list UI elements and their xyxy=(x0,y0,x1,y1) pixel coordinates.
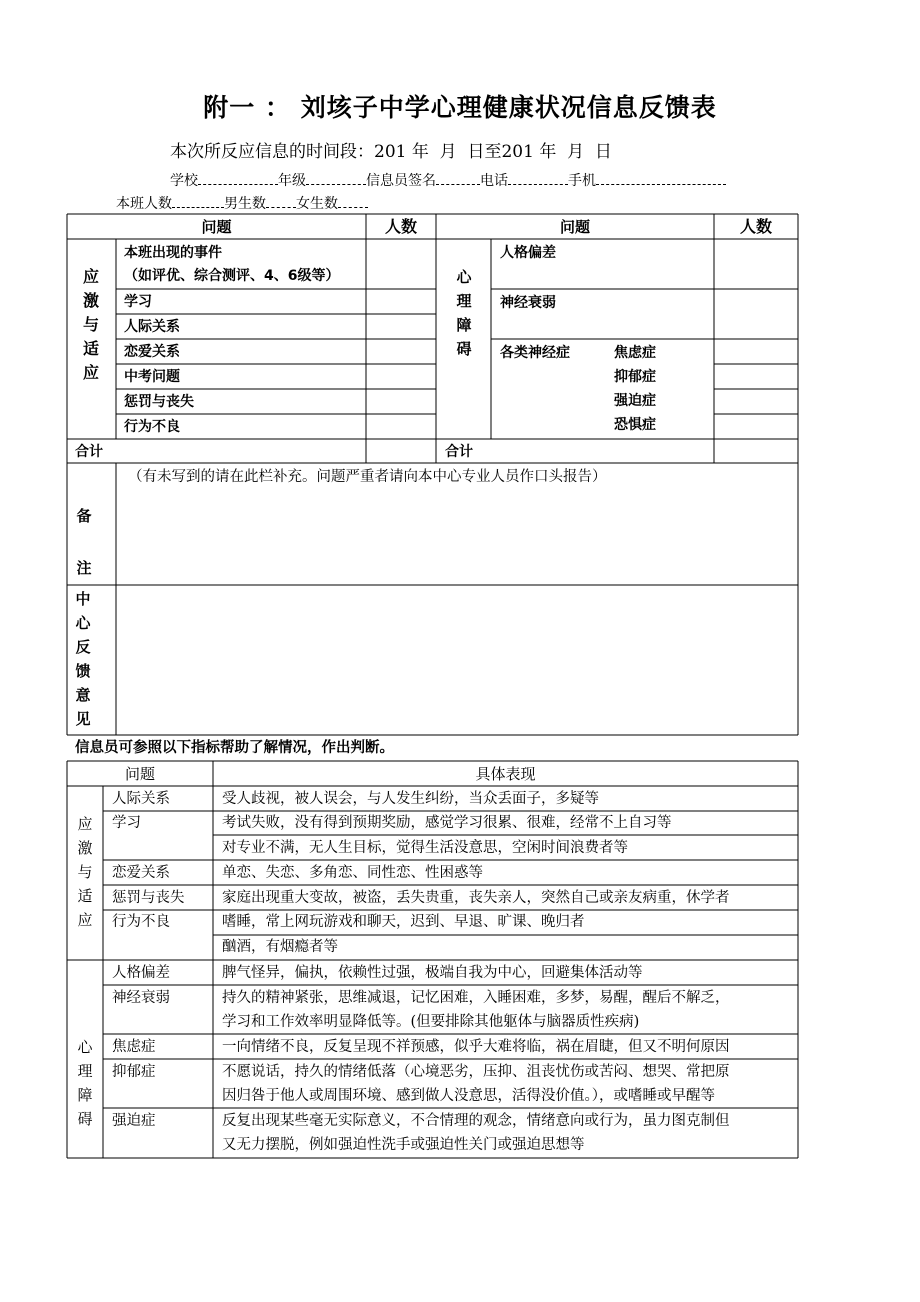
total-right: 合计 xyxy=(445,444,473,460)
guide-row-detail: 脾气怪异，偏执，依赖性过强，极端自我为中心，回避集体活动等 xyxy=(222,965,643,981)
item-anxiety: 焦虑症 xyxy=(614,345,656,361)
period-line: 本次所反应信息的时间段：201 年 月 日至201 年 月 日 xyxy=(170,142,612,162)
item-ocd: 强迫症 xyxy=(614,393,656,409)
guide-row-detail: 一向情绪不良，反复呈现不祥预感，似乎大难将临，祸在眉睫，但又不明何原因 xyxy=(222,1039,730,1055)
guide-row-name: 学习 xyxy=(112,815,141,831)
guide-group-disorder: 心 理 障 碍 xyxy=(77,1038,93,1128)
feedback-label: 中 心 反 馈 意 见 xyxy=(75,590,91,728)
item-neurasthenia: 神经衰弱 xyxy=(500,295,556,311)
guide-intro: 信息员可参照以下指标帮助了解情况，作出判断。 xyxy=(75,740,394,756)
item-events-note: （如评优、综合测评、4、6级等） xyxy=(124,268,340,284)
item-behavior: 行为不良 xyxy=(124,419,180,435)
header-count-left: 人数 xyxy=(384,217,417,236)
guide-row-name: 人格偏差 xyxy=(112,965,170,981)
header-problem-right: 问题 xyxy=(559,218,590,236)
item-phobia: 恐惧症 xyxy=(614,417,656,433)
field-class-size-label: 本班人数 xyxy=(116,196,172,212)
guide-row-name: 恋爱关系 xyxy=(112,865,170,881)
item-relations: 人际关系 xyxy=(124,319,180,335)
total-left: 合计 xyxy=(75,444,103,460)
guide-row-name: 行为不良 xyxy=(112,914,170,930)
guide-row-detail: 不愿说话，持久的情绪低落（心境恶劣，压抑、沮丧忧伤或苦闷、想哭、常把原 xyxy=(222,1064,730,1080)
item-romance: 恋爱关系 xyxy=(124,344,180,360)
item-depression: 抑郁症 xyxy=(614,369,656,385)
field-signature-label: 信息员签名 xyxy=(366,173,436,189)
guide-row-detail: 受人歧视，被人误会，与人发生纠纷，当众丢面子，多疑等 xyxy=(222,791,599,807)
item-study: 学习 xyxy=(124,294,152,310)
guide-row-detail: 嗜睡，常上网玩游戏和聊天，迟到、早退、旷课、晚归者 xyxy=(222,914,585,930)
item-exam: 中考问题 xyxy=(124,369,180,385)
remark-text: （有未写到的请在此栏补充。问题严重者请向本中心专业人员作口头报告） xyxy=(128,469,607,485)
guide-header-problem: 问题 xyxy=(124,765,155,783)
guide-row-detail: 学习和工作效率明显降低等。(但要排除其他躯体与脑器质性疾病) xyxy=(222,1014,640,1030)
guide-row-detail: 持久的精神紧张，思维减退，记忆困难，入睡困难，多梦，易醒，醒后不解乏， xyxy=(222,990,730,1006)
guide-row-detail: 因归咎于他人或周围环境、感到做人没意思，活得没价值。），或嗜睡或早醒等 xyxy=(222,1088,715,1104)
guide-group-stress: 应 激 与 适 应 xyxy=(77,815,93,929)
field-school-label: 学校 xyxy=(170,173,198,189)
guide-row-detail: 考试失败，没有得到预期奖励，感觉学习很累、很难，经常不上自习等 xyxy=(222,815,672,831)
field-mobile-label: 手机 xyxy=(568,173,596,189)
guide-row-detail: 家庭出现重大变故，被盗，丢失贵重，丧失亲人，突然自己或亲友病重，休学者 xyxy=(222,890,730,906)
guide-row-name: 惩罚与丧失 xyxy=(112,890,185,906)
item-neurosis: 各类神经症 xyxy=(500,345,570,361)
guide-row-name: 焦虑症 xyxy=(112,1039,156,1055)
group-stress-adapt: 应 激 与 适 应 xyxy=(82,267,99,382)
guide-row-detail: 对专业不满，无人生目标，觉得生活没意思，空闲时间浪费者等 xyxy=(222,840,628,856)
guide-row-name: 人际关系 xyxy=(112,791,170,807)
guide-row-name: 神经衰弱 xyxy=(112,990,170,1006)
group-disorder: 心 理 障 碍 xyxy=(456,268,472,358)
field-phone-label: 电话 xyxy=(480,173,508,189)
header-count-right: 人数 xyxy=(739,217,772,236)
field-girls-label: 女生数 xyxy=(296,196,338,212)
page-title: 附一 ： 刘垓子中学心理健康状况信息反馈表 xyxy=(203,93,717,122)
guide-row-name: 强迫症 xyxy=(112,1113,156,1129)
remark-label: 备注 xyxy=(76,507,92,577)
item-punish: 惩罚与丧失 xyxy=(124,394,194,410)
item-events: 本班出现的事件 xyxy=(124,245,222,261)
field-grade-label: 年级 xyxy=(278,173,306,189)
item-personality: 人格偏差 xyxy=(500,245,556,261)
guide-row-detail: 反复出现某些毫无实际意义，不合情理的观念，情绪意向或行为，虽力图克制但 xyxy=(222,1113,730,1129)
guide-row-detail: 单恋、失恋、多角恋、同性恋、性困惑等 xyxy=(222,865,483,881)
guide-row-detail: 酗酒，有烟瘾者等 xyxy=(222,939,338,955)
guide-header-detail: 具体表现 xyxy=(475,765,536,783)
guide-row-name: 抑郁症 xyxy=(112,1064,156,1080)
field-boys-label: 男生数 xyxy=(224,196,266,212)
guide-row-detail: 又无力摆脱，例如强迫性洗手或强迫性关门或强迫思想等 xyxy=(222,1137,585,1153)
header-problem-left: 问题 xyxy=(201,218,232,236)
